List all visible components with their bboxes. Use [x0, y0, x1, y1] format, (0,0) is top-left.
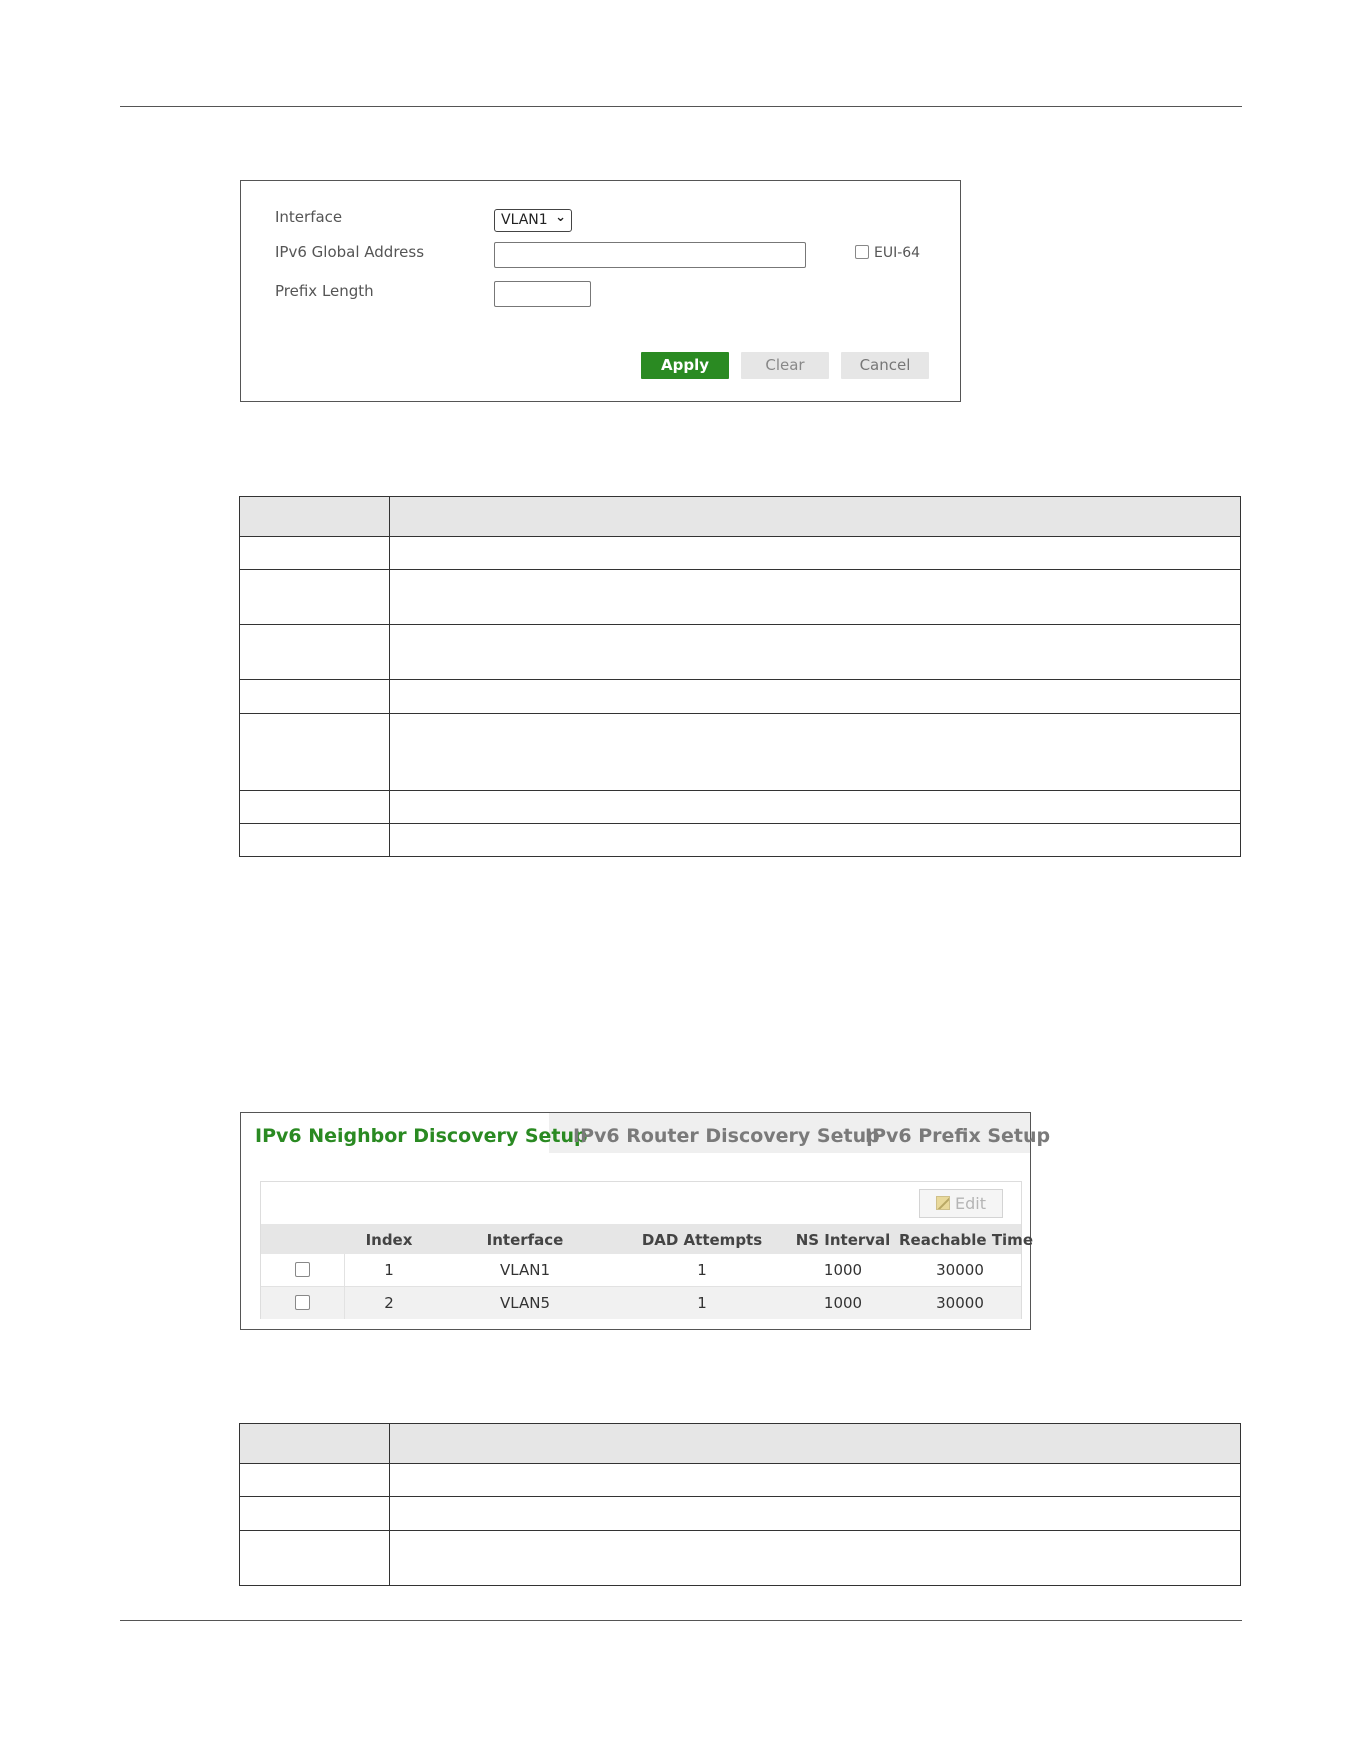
top-rule	[120, 106, 1242, 107]
eui64-label: EUI-64	[874, 245, 921, 261]
chevron-down-icon: ⌄	[555, 210, 566, 225]
description-table-2	[239, 1423, 1241, 1586]
apply-button[interactable]: Apply	[641, 352, 729, 379]
table-row	[240, 714, 1241, 791]
row-reachable-time: 30000	[936, 1294, 984, 1312]
neighbor-table-header	[261, 1224, 1033, 1254]
table-row	[240, 570, 1241, 625]
table-row	[240, 537, 1241, 570]
row-ns-interval: 1000	[823, 1261, 863, 1279]
edit-button[interactable]	[919, 1189, 1003, 1218]
tab-neighbor-discovery-setup[interactable]: IPv6 Neighbor Discovery Setup	[241, 1113, 549, 1153]
row-interface: VLAN1	[500, 1261, 550, 1279]
row-dad-attempts: 1	[697, 1261, 707, 1279]
table-row	[240, 625, 1241, 680]
ipv6-neighbor-discovery-panel	[240, 1112, 1051, 1330]
table-row	[240, 791, 1241, 824]
edit-icon	[936, 1196, 950, 1210]
row-select-cell[interactable]	[261, 1254, 345, 1286]
interface-select[interactable]	[494, 209, 572, 232]
column-header-dad-attempts: DAD Attempts	[641, 1231, 763, 1249]
row-ns-interval: 1000	[823, 1294, 863, 1312]
column-header-index: Index	[365, 1231, 413, 1249]
row-index: 1	[384, 1261, 394, 1279]
row-reachable-time: 30000	[936, 1261, 984, 1279]
table-row[interactable]	[261, 1286, 1021, 1319]
prefix-length-input[interactable]	[494, 281, 591, 307]
tab-bar	[241, 1113, 1051, 1153]
tab-prefix-setup[interactable]: IPv6 Prefix Setup	[865, 1125, 1051, 1147]
column-header-ns-interval: NS Interval	[795, 1231, 891, 1249]
row-dad-attempts: 1	[697, 1294, 707, 1312]
ipv6-global-address-label: IPv6 Global Address	[275, 243, 425, 261]
eui64-checkbox[interactable]	[855, 245, 869, 259]
table-header-row	[240, 497, 1241, 537]
prefix-length-label: Prefix Length	[275, 282, 374, 300]
ipv6-global-address-input[interactable]	[494, 242, 806, 268]
select-column-header	[261, 1224, 345, 1254]
column-header-reachable-time: Reachable Time	[899, 1231, 1033, 1249]
table-row[interactable]	[261, 1254, 1021, 1286]
table-row	[240, 1497, 1241, 1531]
neighbor-discovery-table-area	[260, 1181, 1033, 1319]
table-row	[240, 680, 1241, 714]
eui64-option[interactable]	[855, 245, 920, 261]
description-table-1	[239, 496, 1241, 857]
interface-select-value: VLAN1	[501, 212, 548, 228]
bottom-rule	[120, 1620, 1242, 1621]
row-checkbox[interactable]	[295, 1262, 310, 1277]
table-row	[240, 824, 1241, 857]
tab-router-discovery-setup[interactable]: IPv6 Router Discovery Setup	[573, 1125, 880, 1147]
row-interface: VLAN5	[500, 1294, 550, 1312]
table-row	[240, 1531, 1241, 1586]
interface-label: Interface	[275, 208, 343, 226]
row-checkbox[interactable]	[295, 1295, 310, 1310]
edit-button-label: Edit	[955, 1194, 986, 1213]
table-header-row	[240, 1424, 1241, 1464]
ipv6-global-address-panel	[240, 180, 961, 402]
column-header-interface: Interface	[486, 1231, 564, 1249]
row-index: 2	[384, 1294, 394, 1312]
cancel-button[interactable]: Cancel	[841, 352, 929, 379]
row-select-cell[interactable]	[261, 1287, 345, 1319]
clear-button[interactable]: Clear	[741, 352, 829, 379]
table-row	[240, 1464, 1241, 1497]
